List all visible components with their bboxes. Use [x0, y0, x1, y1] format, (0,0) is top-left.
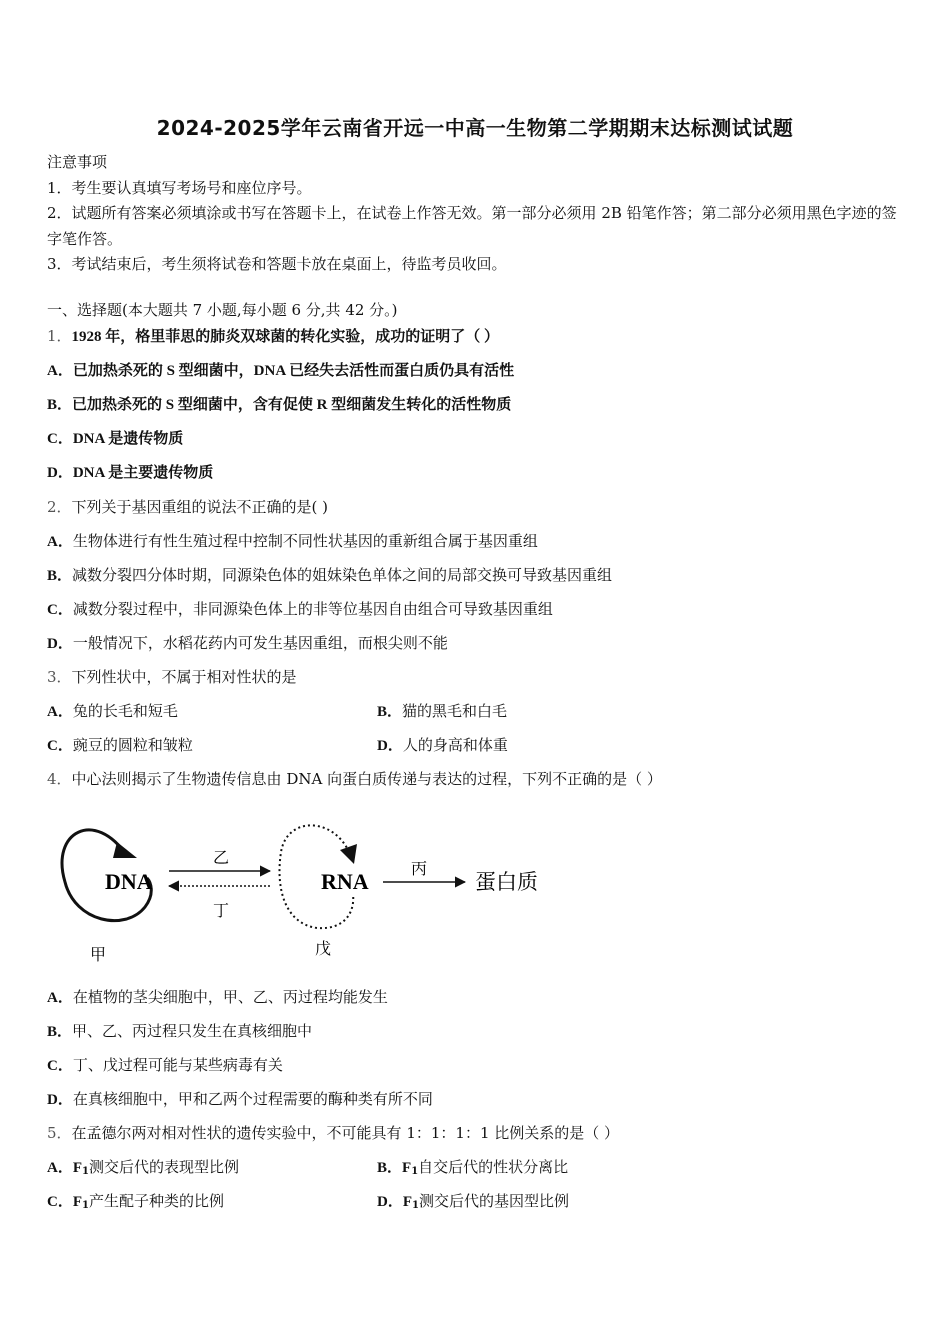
option-a — [47, 530, 538, 553]
question-text: 下列关于基因重组的说法不正确的是( ) — [71, 498, 329, 516]
option-text: 产生配子种类的比例 — [88, 1192, 224, 1210]
option-letter: C． — [47, 602, 73, 618]
option-letter: D． — [377, 1194, 403, 1210]
question-5-stem — [47, 1122, 619, 1144]
notice-item: 3．考试结束后，考生须将试卷和答题卡放在桌面上，待监考员收回。 — [47, 255, 507, 273]
option-text: 豌豆的圆粒和皱粒 — [72, 736, 193, 754]
question-1-stem — [47, 325, 499, 348]
option-text: 丁、戊过程可能与某些病毒有关 — [72, 1056, 283, 1074]
option-letter: D． — [47, 1092, 73, 1108]
f1-symbol: F — [72, 1160, 83, 1176]
option-text: 测交后代的基因型比例 — [418, 1192, 569, 1210]
question-number: 1． — [47, 327, 72, 345]
option-letter: C． — [47, 1194, 73, 1210]
option-text: 测交后代的表现型比例 — [88, 1158, 239, 1176]
option-b — [377, 1156, 568, 1183]
ding-label: 丁 — [213, 901, 230, 920]
f1-symbol: F — [72, 1194, 83, 1210]
option-text: 生物体进行有性生殖过程中控制不同性状基因的重新组合属于基因重组 — [72, 532, 538, 550]
option-text: 减数分裂过程中，非同源染色体上的非等位基因自由组合可导致基因重组 — [72, 600, 553, 618]
option-text: DNA 是遗传物质 — [72, 431, 184, 447]
page-title: 2024-2025学年云南省开远一中高一生物第二学期期末达标测试试题 — [156, 116, 794, 140]
option-letter: A． — [47, 534, 73, 550]
option-a — [47, 359, 514, 382]
option-d — [377, 734, 508, 757]
option-letter: A． — [47, 990, 73, 1006]
option-text: 已加热杀死的 S 型细菌中，含有促使 R 型细菌发生转化的活性物质 — [72, 397, 512, 413]
option-b — [47, 564, 612, 587]
option-letter: B． — [47, 1024, 73, 1040]
notice-item: 2．试题所有答案必须填涂或书写在答题卡上，在试卷上作答无效。第一部分必须用 2B 铅笔作答；第二部分必须用黑色字迹的签字笔作答。 — [47, 204, 897, 248]
option-text: 一般情况下，水稻花药内可发生基因重组，而根尖则不能 — [72, 634, 448, 652]
f1-symbol: F — [402, 1194, 413, 1210]
option-letter: B． — [377, 1160, 403, 1176]
option-letter: B． — [47, 568, 73, 584]
yi-label: 乙 — [213, 848, 230, 867]
central-dogma-diagram — [55, 812, 575, 972]
option-letter: C． — [47, 431, 73, 447]
question-text: 1928 年，格里菲思的肺炎双球菌的转化实验，成功的证明了（ ） — [71, 329, 500, 345]
rna-replication-loop-arrowhead — [340, 844, 357, 864]
option-d — [47, 1088, 433, 1111]
question-number: 4． — [47, 770, 72, 788]
option-letter: B． — [377, 704, 403, 720]
replication-loop-arrowhead — [113, 842, 137, 858]
option-b — [377, 700, 507, 723]
question-text: 在孟德尔两对相对性状的遗传实验中，不可能具有 1：1：1：1 比例关系的是（ ） — [71, 1124, 620, 1142]
option-text: 兔的长毛和短毛 — [72, 702, 178, 720]
question-number: 3． — [47, 668, 72, 686]
option-text: 自交后代的性状分离比 — [418, 1158, 569, 1176]
option-a — [47, 986, 388, 1009]
option-text: 已加热杀死的 S 型细菌中，DNA 已经失去活性而蛋白质仍具有活性 — [72, 363, 515, 379]
question-3-stem — [47, 666, 297, 688]
question-text: 下列性状中，不属于相对性状的是 — [71, 668, 297, 686]
f1-subscript: 1 — [82, 1166, 89, 1177]
option-c — [47, 427, 183, 450]
option-text: 甲、乙、丙过程只发生在真核细胞中 — [72, 1022, 313, 1040]
option-letter: D． — [47, 636, 73, 652]
option-c — [47, 1054, 283, 1077]
question-text: 中心法则揭示了生物遗传信息由 DNA 向蛋白质传递与表达的过程，下列不正确的是（ ） — [71, 770, 662, 788]
option-a — [47, 1156, 239, 1183]
section-heading: 一、选择题(本大题共 7 小题,每小题 6 分,共 42 分。) — [47, 301, 398, 319]
question-number: 5． — [47, 1124, 72, 1142]
option-text: 减数分裂四分体时期，同源染色体的姐妹染色单体之间的局部交换可导致基因重组 — [72, 566, 613, 584]
option-letter: C． — [47, 1058, 73, 1074]
wu-label: 戊 — [315, 939, 332, 958]
option-c — [47, 1190, 224, 1217]
option-b — [47, 1020, 312, 1043]
option-letter: D． — [377, 738, 403, 754]
jia-label: 甲 — [90, 945, 107, 964]
option-c — [47, 598, 553, 621]
option-text: DNA 是主要遗传物质 — [72, 465, 214, 481]
option-text: 人的身高和体重 — [402, 736, 508, 754]
option-letter: A． — [47, 363, 73, 379]
bing-label: 丙 — [411, 859, 428, 878]
f1-subscript: 1 — [82, 1200, 89, 1211]
option-d — [47, 461, 213, 484]
option-letter: A． — [47, 704, 73, 720]
option-text: 在真核细胞中，甲和乙两个过程需要的酶种类有所不同 — [72, 1090, 433, 1108]
question-2-stem — [47, 496, 328, 518]
notice-heading: 注意事项 — [47, 153, 108, 171]
question-4-stem — [47, 768, 662, 790]
rna-label: RNA — [321, 869, 369, 894]
protein-label: 蛋白质 — [475, 870, 538, 894]
f1-symbol: F — [402, 1160, 412, 1176]
option-d — [377, 1190, 569, 1217]
option-letter: D． — [47, 465, 73, 481]
option-a — [47, 700, 178, 723]
f1-subscript: 1 — [411, 1166, 419, 1177]
option-d — [47, 632, 448, 655]
question-number: 2． — [47, 498, 72, 516]
option-text: 猫的黑毛和白毛 — [402, 702, 508, 720]
option-letter: C． — [47, 738, 73, 754]
f1-subscript: 1 — [412, 1200, 419, 1211]
notice-block — [47, 150, 907, 278]
option-letter: B． — [47, 397, 73, 413]
option-text: 在植物的茎尖细胞中，甲、乙、丙过程均能发生 — [72, 988, 388, 1006]
option-c — [47, 734, 193, 757]
dna-label: DNA — [105, 869, 153, 894]
notice-item: 1．考生要认真填写考场号和座位序号。 — [47, 178, 312, 197]
option-letter: A． — [47, 1160, 73, 1176]
option-b — [47, 393, 511, 416]
